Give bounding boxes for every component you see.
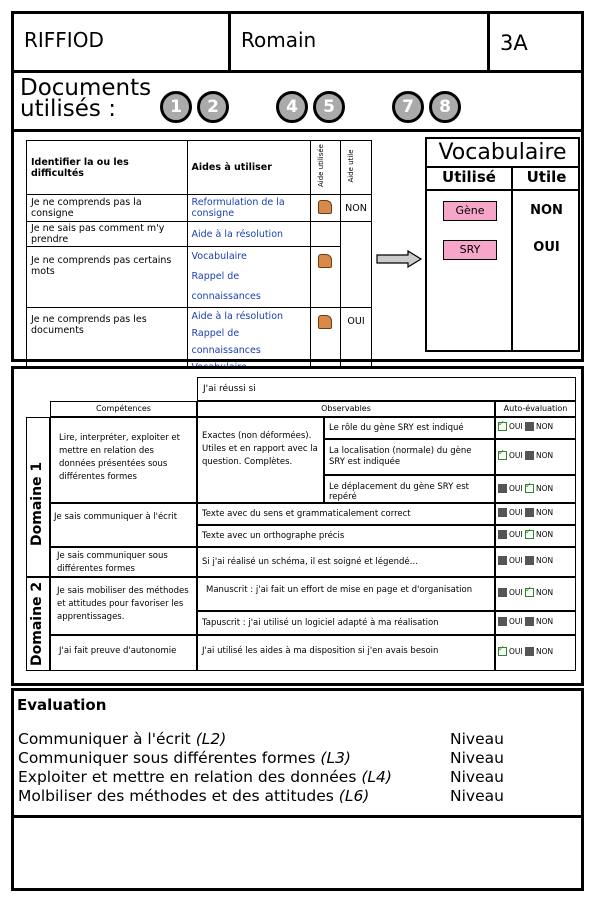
header-auto-evaluation: Auto-évaluation	[495, 401, 576, 417]
document-number-8: 8	[429, 91, 461, 123]
col-aids: Aides à utiliser	[187, 141, 310, 195]
auto-eval-row: OUI ✓ NON	[495, 525, 576, 547]
evaluation-line: Communiquer sous différentes formes (L3)	[18, 749, 351, 767]
vocabulary-title: Vocabulaire	[427, 139, 578, 168]
table-row: Je ne comprends pas la consigne Reformulation de la consigne NON	[27, 195, 372, 222]
checkbox-non[interactable]	[525, 617, 534, 626]
document-number-2: 2	[197, 91, 229, 123]
documents-title: Documents utilisés :	[20, 75, 152, 122]
header-competences: Compétences	[50, 401, 197, 417]
evaluation-line: Molbiliser des méthodes et des attitudes (L6)	[18, 787, 370, 805]
header-observables: Observables	[197, 401, 495, 417]
checkbox-oui[interactable]	[498, 556, 507, 565]
comments-box	[11, 815, 584, 891]
checkbox-oui[interactable]	[498, 530, 507, 539]
thumbs-up-icon	[318, 315, 332, 329]
auto-eval-row: OUI NON	[495, 611, 576, 635]
arrow-right-icon	[376, 250, 422, 268]
checkbox-oui[interactable]	[498, 647, 507, 656]
vocab-col-useful: Utile	[526, 168, 567, 186]
domain-2-label: Domaine 2	[29, 581, 45, 666]
auto-eval-row: OUI NON	[495, 547, 576, 577]
observable-1: Exactes (non déformées). Utiles et en rapport avec la question. Complètes.	[197, 417, 324, 503]
col-difficulties: Identifier la ou les difficultés	[27, 141, 188, 195]
checkbox-oui[interactable]	[498, 588, 507, 597]
domain-1-cell	[26, 417, 50, 577]
auto-eval-row: ✓OUI NON	[495, 417, 576, 439]
checkbox-non[interactable]	[525, 484, 534, 493]
col-aid-used: Aide utilisée	[310, 141, 340, 195]
table-row: Je ne comprends pas certains mots Vocabulaire Rappel de connaissances	[27, 247, 372, 308]
col-aid-useful: Aide utile	[341, 141, 372, 195]
skills-grid: J'ai réussi si Compétences Observables Auto-évaluation Domaine 1 Domaine 2 Lire, interpréter, exploiter et mettre en relation des données présentées sous différentes formes Exactes (non déformées). Utiles et en rapport avec la question. Complètes. Le rôle du gène SRY est indiqué La localisation (normale) du gène SRY est indiquée Le déplacement du gène SRY est repéré Je sais communiquer à l'écrit Texte avec du sens et grammaticalement correct Texte avec un orthographe précis Je sais communiquer sous différentes formes Si j'ai réalisé un schéma, il est soigné et légendé… Je sais mobiliser des méthodes et attitudes pour favoriser les apprentissages. Manuscrit : j'ai fait un effort de mise en page et d'organisation Tapuscrit : j'ai utilisé un logiciel adapté à ma réalisation J'ai fait preuve d'autonomie J'ai utilisé les aides à ma disposition si j'en avais besoin ✓OUI NON ✓OUI NON OUI ✓ NON OUI NON OUI ✓ NON OUI NON OUI ✓ NON OUI NON ✓OUI NON	[26, 377, 576, 673]
last-name-cell	[14, 14, 231, 70]
vocab-useful: NON	[530, 203, 563, 218]
first-name: Romain	[241, 28, 317, 52]
domain-2-cell	[26, 577, 50, 671]
competence-1: Lire, interpréter, exploiter et mettre en relation des données présentées sous différentes formes	[50, 417, 197, 503]
checkbox-oui[interactable]	[498, 484, 507, 493]
checkbox-oui[interactable]	[498, 451, 507, 460]
auto-eval-row: OUI NON	[495, 503, 576, 525]
competence-4: Je sais mobiliser des méthodes et attitudes pour favoriser les apprentissages.	[50, 577, 197, 635]
checkbox-oui[interactable]	[498, 422, 507, 431]
document-number-1: 1	[160, 91, 192, 123]
niveau-label: Niveau	[450, 768, 504, 786]
thumbs-up-icon	[318, 200, 332, 214]
competence-3: Je sais communiquer sous différentes formes	[50, 547, 197, 577]
class-cell	[490, 14, 581, 70]
niveau-label: Niveau	[450, 749, 504, 767]
document-number-5: 5	[313, 91, 345, 123]
auto-eval-row: ✓OUI NON	[495, 635, 576, 671]
auto-eval-row: ✓OUI NON	[495, 439, 576, 475]
vocab-word: SRY	[443, 240, 497, 260]
document-number-4: 4	[276, 91, 308, 123]
niveau-label: Niveau	[450, 730, 504, 748]
evaluation-title: Evaluation	[17, 696, 107, 714]
checkbox-non[interactable]	[525, 588, 534, 597]
checkbox-non[interactable]	[525, 451, 534, 460]
vocab-word: Gène	[443, 201, 497, 221]
domain-1-label: Domaine 1	[29, 461, 45, 546]
checkbox-non[interactable]	[525, 556, 534, 565]
document-number-7: 7	[392, 91, 424, 123]
checkbox-oui[interactable]	[498, 617, 507, 626]
vocab-useful: OUI	[533, 240, 560, 255]
evaluation-line: Communiquer à l'écrit (L2)	[18, 730, 227, 748]
niveau-label: Niveau	[450, 787, 504, 805]
evaluation-line: Exploiter et mettre en relation des données (L4)	[18, 768, 392, 786]
checkbox-non[interactable]	[525, 508, 534, 517]
checkbox-oui[interactable]	[498, 508, 507, 517]
first-name-cell	[231, 14, 490, 70]
competence-5: J'ai fait preuve d'autonomie	[50, 635, 197, 671]
auto-eval-row: OUI ✓ NON	[495, 475, 576, 503]
vocab-col-used: Utilisé	[442, 168, 496, 186]
difficulties-table	[26, 140, 372, 377]
table-row: Je ne comprends pas les documents Aide à la résolution Rappel de connaissances OUI	[27, 308, 372, 377]
checkbox-non[interactable]	[525, 647, 534, 656]
checkbox-non[interactable]	[525, 530, 534, 539]
auto-eval-row: OUI ✓ NON	[495, 577, 576, 611]
competence-2: Je sais communiquer à l'écrit	[50, 503, 197, 547]
thumbs-up-icon	[318, 254, 332, 268]
table-row: Je ne sais pas comment m'y prendre Aide à la résolution	[27, 222, 372, 247]
last-name: RIFFIOD	[24, 28, 104, 52]
class-name: 3A	[500, 31, 528, 55]
checkbox-non[interactable]	[525, 422, 534, 431]
vocabulary-box	[425, 137, 580, 352]
